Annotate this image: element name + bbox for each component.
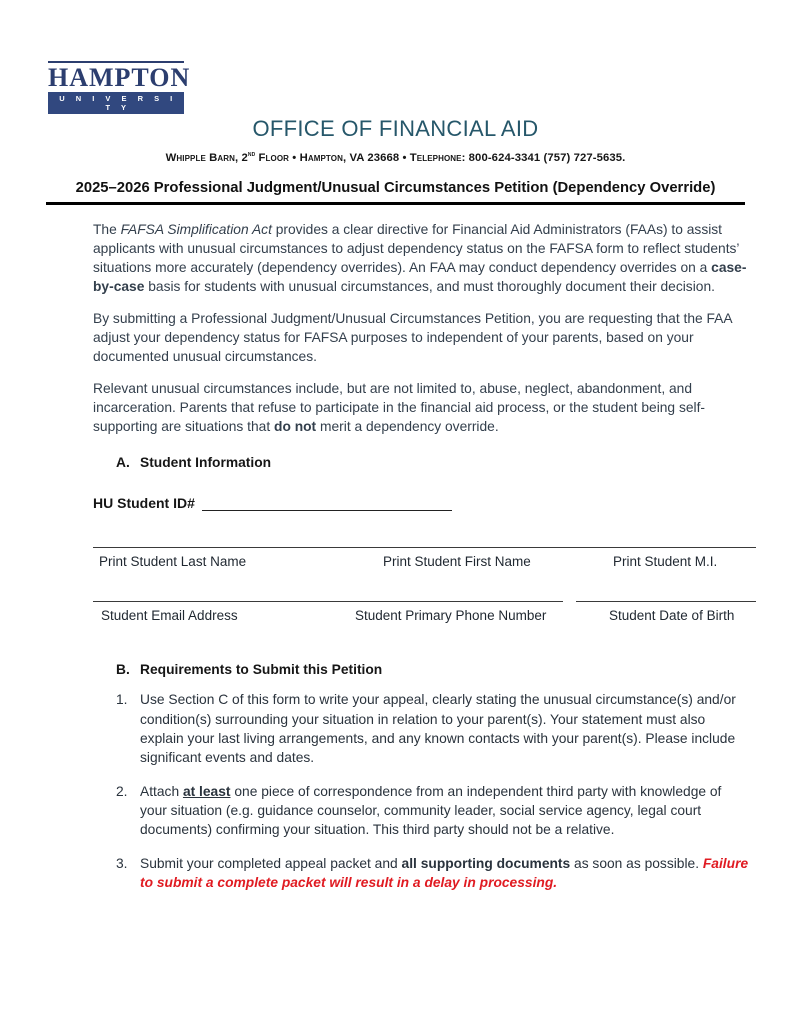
list-item-text: Attach at least one piece of correspondence from an independent third party with knowledge of your situation (e.g. guidance counselor, community leader, social service agency, legal court documents) confirming your situation. This third party should not be a relative. (140, 783, 722, 837)
list-item (116, 690, 752, 766)
section-a-title: Student Information (140, 455, 272, 471)
section-b-label: B. (116, 662, 130, 678)
fields-row1-line (93, 547, 756, 548)
list-item (116, 854, 752, 892)
student-info-fields (93, 531, 756, 635)
logo-university-bar: U N I V E R S I T Y (48, 92, 184, 114)
list-item-text: Use Section C of this form to write your appeal, clearly stating the unusual circumstance(s) and/or condition(s) surrounding your situation in relation to your parent(s). Your statement must also explain your last living arrangements, and any known contacts with your parent(s). Please include significant events and dates. (140, 692, 736, 765)
section-a-label: A. (116, 455, 130, 471)
field-label-phone: Student Primary Phone Number (355, 608, 547, 624)
field-label-middle-initial: Print Student M.I. (613, 554, 718, 570)
list-item (116, 782, 752, 839)
list-item-number: 2. (116, 783, 128, 799)
section-b-title: Requirements to Submit this Petition (140, 662, 383, 678)
office-title: OFFICE OF FINANCIAL AID (252, 116, 539, 141)
form-title: 2025–2026 Professional Judgment/Unusual Circumstances Petition (Dependency Override) (75, 180, 716, 197)
list-item-number: 3. (116, 855, 128, 871)
intro-paragraph-1: The FAFSA Simplification Act provides a clear directive for Financial Aid Administrators (FAAs) to assist applicants with unusual circumstances to adjust dependency status on the FAFSA form to reflect students’ situations more accurately (dependency overrides). An FAA may conduct dependency overrides on a case-by-case basis for students with unusual circumstances, and must thoroughly document their decision. (93, 222, 747, 295)
list-item-number: 1. (116, 692, 128, 708)
title-divider-rule (46, 202, 745, 205)
list-item-text: Submit your completed appeal packet and all supporting documents as soon as possible. Failure to submit a complete packet will result in a delay in processing. (140, 855, 749, 890)
fields-row2-line-left (93, 601, 563, 602)
section-a-heading (116, 455, 745, 470)
fields-row2-line-right (576, 601, 756, 602)
hampton-university-logo (48, 61, 191, 114)
field-label-last-name: Print Student Last Name (99, 554, 247, 570)
student-id-label: HU Student ID# (93, 495, 195, 512)
address-ordinal-superscript: nd (247, 151, 256, 159)
student-id-blank-line (202, 497, 452, 511)
intro-paragraph-3: Relevant unusual circumstances include, but are not limited to, abuse, neglect, abandonment, and incarceration. Parents that refuse to participate in the financial aid process, or the student being self-supporting are situations that do not merit a dependency override. (93, 381, 706, 435)
address-rest: Floor • Hampton, VA 23668 • Telephone: 800-624-3341 (757) 727-5635. (255, 152, 626, 165)
intro-paragraph-2: By submitting a Professional Judgment/Unusual Circumstances Petition, you are requesting that the FAA adjust your dependency status for FAFSA purposes to independent of your parents, based on your documented unusual circumstances. (93, 311, 732, 365)
field-label-email: Student Email Address (101, 608, 238, 624)
logo-wordmark: HAMPTON (48, 63, 191, 92)
student-id-row (93, 495, 745, 511)
field-label-first-name: Print Student First Name (383, 554, 531, 570)
address-prefix: Whipple Barn, 2 (165, 152, 248, 165)
field-label-date-of-birth: Student Date of Birth (609, 608, 735, 624)
requirements-list (116, 690, 752, 891)
intro-section (93, 220, 750, 436)
address-line (46, 151, 745, 164)
section-b-heading (116, 662, 745, 677)
